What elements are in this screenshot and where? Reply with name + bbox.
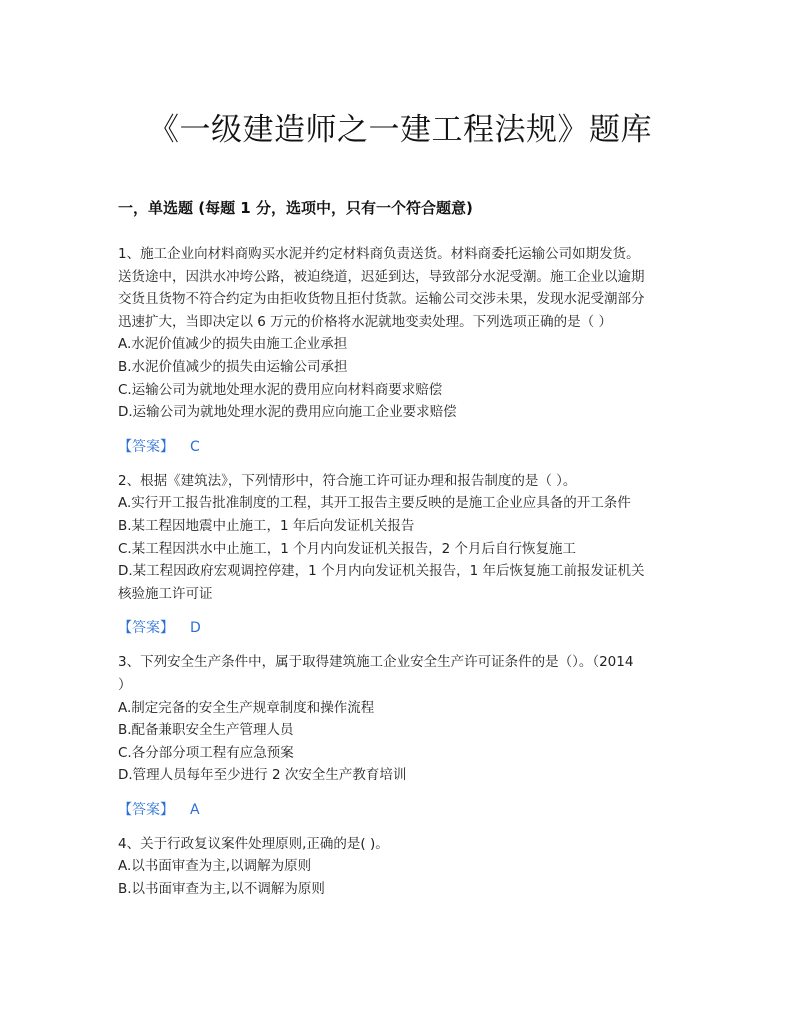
option-b: B.以书面审查为主,以不调解为原则 bbox=[118, 881, 325, 898]
question-text-line: ） bbox=[118, 676, 132, 693]
question-text-line: 迅速扩大，当即决定以 6 万元的价格将水泥就地变卖处理。下列选项正确的是（ ） bbox=[118, 313, 612, 330]
question-4 bbox=[118, 833, 684, 901]
option-a: A.水泥价值减少的损失由施工企业承担 bbox=[118, 336, 348, 353]
question-1 bbox=[118, 243, 684, 458]
question-3 bbox=[118, 651, 684, 821]
document-title: 《一级建造师之一建工程法规》题库 bbox=[148, 112, 652, 148]
option-c: C.各分部分项工程有应急预案 bbox=[118, 744, 294, 761]
option-a: A.实行开工报告批准制度的工程，其开工报告主要反映的是施工企业应具备的开工条件 bbox=[118, 495, 631, 512]
question-text-line: 交货且货物不符合约定为由拒收货物且拒付货款。运输公司交涉未果，发现水泥受潮部分 bbox=[118, 291, 645, 308]
answer-label: 【答案】 bbox=[118, 438, 174, 455]
answer-line bbox=[118, 436, 684, 458]
answer-line bbox=[118, 799, 684, 821]
option-d-continued: 核验施工许可证 bbox=[118, 585, 213, 602]
option-d: D.管理人员每年至少进行 2 次安全生产教育培训 bbox=[118, 767, 407, 784]
option-d: D.运输公司为就地处理水泥的费用应向施工企业要求赔偿 bbox=[118, 404, 457, 421]
option-b: B.某工程因地震中止施工，1 年后向发证机关报告 bbox=[118, 517, 415, 534]
question-text-line: 4、关于行政复议案件处理原则,正确的是( )。 bbox=[118, 835, 389, 852]
question-text-line: 1、施工企业向材料商购买水泥并约定材料商负责送货。材料商委托运输公司如期发货。 bbox=[118, 246, 640, 262]
answer-label: 【答案】 bbox=[118, 801, 174, 818]
option-c: C.某工程因洪水中止施工，1 个月内向发证机关报告，2 个月后自行恢复施工 bbox=[118, 540, 576, 557]
option-d: D.某工程因政府宏观调控停建，1 个月内向发证机关报告，1 年后恢复施工前报发证机关 bbox=[118, 563, 645, 580]
question-list bbox=[118, 243, 684, 901]
option-a: A.以书面审查为主,以调解为原则 bbox=[118, 858, 312, 875]
answer-line bbox=[118, 617, 684, 639]
answer-value: A bbox=[190, 801, 200, 818]
answer-value: C bbox=[190, 438, 200, 455]
section-heading: 一，单选题 (每题 1 分，选项中，只有一个符合题意) bbox=[118, 199, 473, 217]
answer-label: 【答案】 bbox=[118, 620, 174, 637]
answer-value: D bbox=[190, 620, 201, 637]
question-text-line: 2、根据《建筑法》，下列情形中，符合施工许可证办理和报告制度的是（ ）。 bbox=[118, 472, 577, 489]
question-text-line: 送货途中，因洪水冲垮公路，被迫绕道，迟延到达，导致部分水泥受潮。施工企业以逾期 bbox=[118, 268, 645, 285]
option-a: A.制定完备的安全生产规章制度和操作流程 bbox=[118, 699, 375, 716]
option-b: B.配备兼职安全生产管理人员 bbox=[118, 722, 294, 739]
question-text-line: 3、下列安全生产条件中，属于取得建筑施工企业安全生产许可证条件的是（）。（2014 bbox=[118, 654, 634, 671]
question-2 bbox=[118, 470, 684, 640]
option-b: B.水泥价值减少的损失由运输公司承担 bbox=[118, 358, 348, 375]
option-c: C.运输公司为就地处理水泥的费用应向材料商要求赔偿 bbox=[118, 381, 443, 398]
